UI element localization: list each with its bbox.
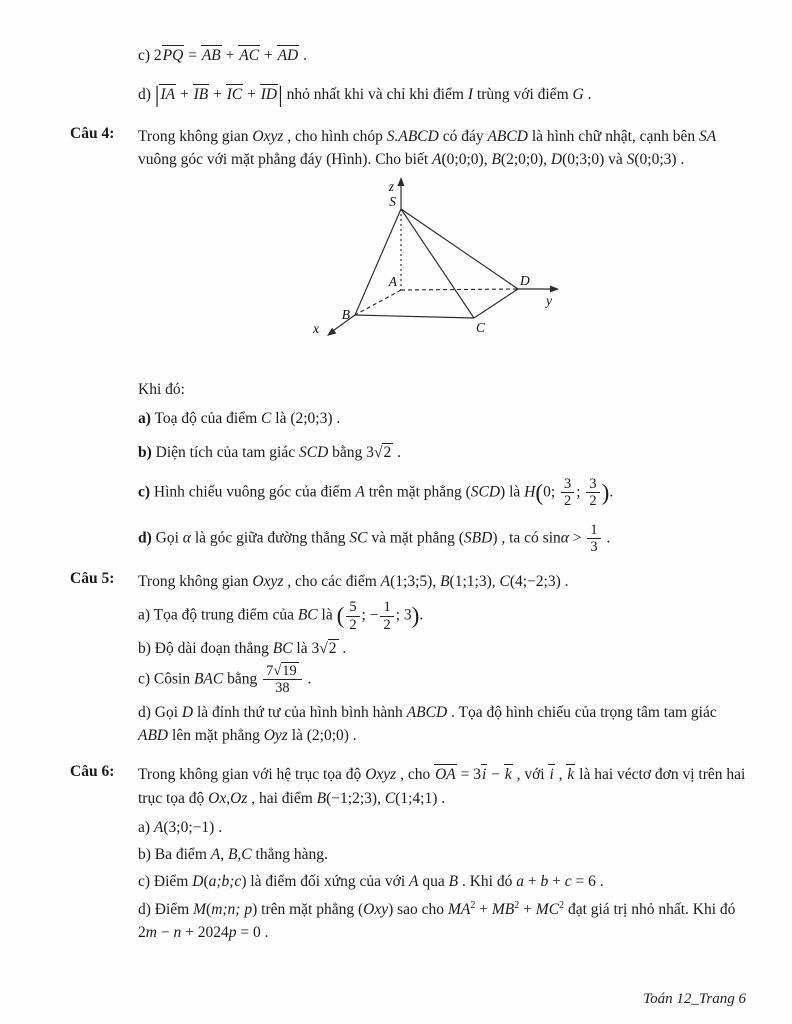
q6-item-b: b) Ba điểm A, B,C thẳng hàng.: [138, 846, 328, 864]
question-5: [70, 570, 746, 593]
q5-item-c: c) Côsin BAC bằng $\frac{7√19}{38}$ .: [138, 662, 312, 697]
question-4: [70, 125, 746, 172]
label-y-axis: y: [546, 293, 552, 308]
y-axis-arrow: [550, 286, 559, 293]
prev-item-c: c) 2PQ = AB + AC + AD .: [138, 44, 746, 67]
q4-item-a: a) Toạ độ của điểm C là (2;0;3) .: [138, 410, 341, 428]
z-axis-arrow: [398, 177, 405, 186]
page-content: [70, 44, 746, 944]
q5-item-d: d) Gọi D là đỉnh thứ tư của hình bình hành ABCD . Tọa độ hình chiếu của trọng tâm tam giác ABD lên mặt phẳng Oyz là (2;0;0) .: [138, 703, 717, 745]
label-x-axis: x: [313, 321, 319, 336]
q6-item-a: a) A(3;0;−1) .: [138, 818, 223, 836]
edge-CD: [474, 289, 518, 318]
edge-SC: [401, 209, 474, 318]
question-5-body: Trong không gian Oxyz , cho các điểm A(1;3;5), B(1;1;3), C(4;−2;3) .: [138, 573, 569, 591]
label-vertex-B: B: [341, 307, 350, 322]
dashed-edge-AD: [401, 289, 518, 290]
question-6: [70, 763, 746, 810]
question-6-label: Câu 6:: [70, 763, 115, 781]
prev-item-d: d) |IA + IB + IC + ID| nhỏ nhất khi và chỉ khi điểm I trùng với điểm G .: [138, 82, 592, 109]
edge-BC: [355, 315, 474, 318]
q4-item-c: c) Hình chiếu vuông góc của điểm A trên mặt phẳng (SCD) là H(0; $\frac{3}{2}$ ; $\frac{3}{2}$ ).: [138, 475, 614, 510]
dashed-edge-AB: [355, 290, 401, 315]
label-vertex-C: C: [476, 320, 486, 335]
label-vertex-D: D: [520, 273, 530, 288]
q5-item-b: b) Độ dài đoạn thẳng BC là 3√2 .: [138, 640, 347, 658]
q6-item-c: c) Điểm D(a;b;c) là điểm đối xứng của với A qua B . Khi đó a + b + c = 6 .: [138, 873, 604, 891]
pyramid-figure-svg: [282, 175, 584, 361]
question-4-body: Trong không gian Oxyz , cho hình chóp S.ABCD có đáy ABCD là hình chữ nhật, cạnh bên SA vuông góc với mặt phẳng đáy (Hình). Cho biết A(0;0;0), B(2;0;0), D(0;3;0) và S(0;0;3) .: [138, 127, 717, 168]
q4-khi-do: Khi đó:: [138, 381, 185, 398]
question-5-label: Câu 5:: [70, 570, 115, 588]
label-vertex-A: A: [388, 274, 397, 289]
label-vertex-S: S: [389, 194, 396, 209]
q4-item-d: d) Gọi α là góc giữa đường thẳng SC và mặt phẳng (SBD) , ta có sinα > $\frac{1}{3}$ .: [138, 521, 611, 556]
q6-item-d: d) Điểm M(m;n; p) trên mặt phẳng (Oxy) sao cho $MA^2 + MB^2 + MC^2$ đạt giá trị nhỏ nhất. Khi đó 2m − n + 2024p = 0 .: [138, 899, 736, 942]
pyramid-figure: [282, 175, 584, 366]
question-6-body: Trong không gian với hệ trục tọa độ Oxyz , cho OA = 3i − k , với i , k là hai véctơ đơn vị trên hai trục tọa độ Ox,Oz , hai điểm B(−1;2;3), C(1;4;1) .: [138, 763, 746, 810]
label-z-axis: z: [388, 179, 394, 194]
edge-SB: [355, 209, 401, 315]
question-4-label: Câu 4:: [70, 124, 115, 142]
q5-item-a: a) Tọa độ trung điểm của BC là ( $\frac{5}{2}$ ; − $\frac{1}{2}$ ; 3).: [138, 599, 424, 633]
page-footer: Toán 12_Trang 6: [643, 991, 746, 1007]
edge-SD: [401, 209, 518, 289]
q4-item-b: b) Diện tích của tam giác SCD bằng 3√2 .: [138, 443, 401, 461]
